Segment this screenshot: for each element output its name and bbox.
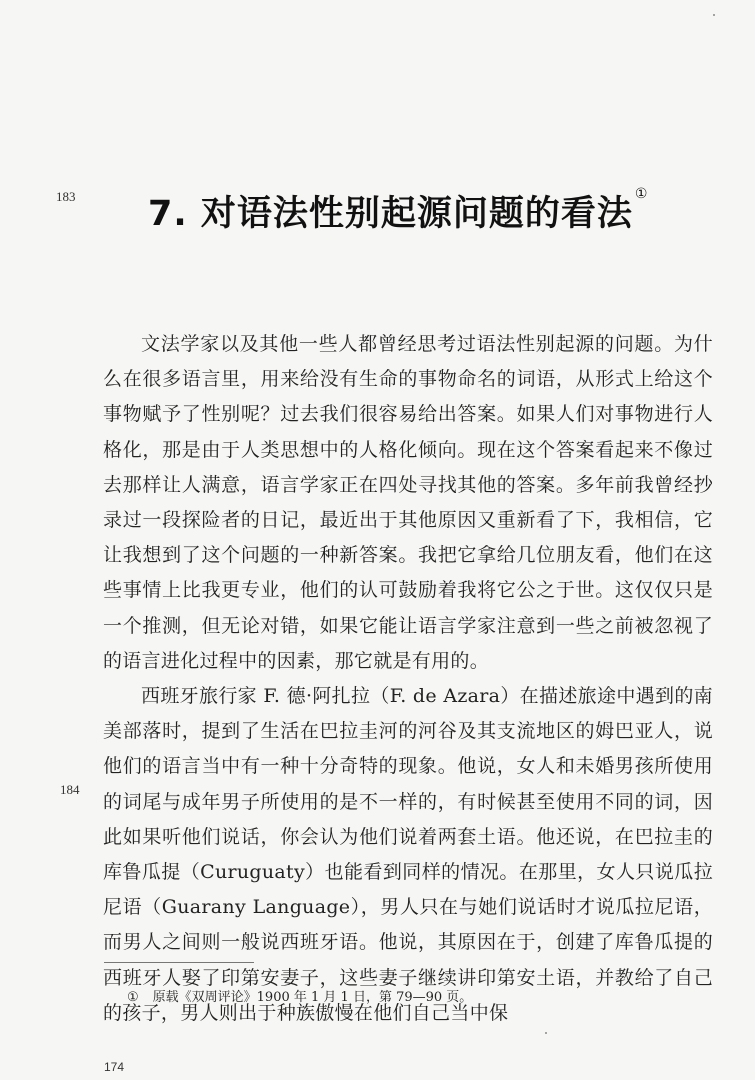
chapter-title-text: 7. 对语法性别起源问题的看法 [148, 194, 633, 234]
margin-number-184: 184 [60, 782, 80, 797]
body-text [103, 327, 713, 1031]
scan-speck [713, 14, 715, 16]
footnote-marker: ① [127, 990, 139, 1005]
footnote [127, 986, 472, 1005]
margin-number-183: 183 [56, 189, 76, 204]
chapter-title [148, 186, 648, 236]
scan-speck [545, 1032, 547, 1034]
footnote-text: 原载《双周评论》1900 年 1 月 1 日，第 79—90 页。 [152, 990, 473, 1005]
page-number: 174 [104, 1060, 125, 1074]
paragraph-2: 西班牙旅行家 F. 德·阿扎拉（F. de Azara）在描述旅途中遇到的南美部落时，提到了生活在巴拉圭河的河谷及其支流地区的姆巴亚人，说他们的语言当中有一种十分奇特的现象。他说，女人和未婚男孩所使用的词尾与成年男子所使用的是不一样的，有时候甚至使用不同的词，因此如果听他们说话，你会认为他们说着两套土语。他还说，在巴拉圭的库鲁瓜提（Curuguaty）也能看到同样的情况。在那里，女人只说瓜拉尼语（Guarany Language），男人只在与她们说话时才说瓜拉尼语，而男人之间则一般说西班牙语。他说，其原因在于，创建了库鲁瓜提的西班牙人娶了印第安妻子，这些妻子继续讲印第安土语，并教给了自己的孩子，男人则出于种族傲慢在他们自己当中保 [103, 685, 713, 1024]
paragraph-1: 文法学家以及其他一些人都曾经思考过语法性别起源的问题。为什么在很多语言里，用来给没有生命的事物命名的词语，从形式上给这个事物赋予了性别呢？过去我们很容易给出答案。如果人们对事物进行人格化，那是由于人类思想中的人格化倾向。现在这个答案看起来不像过去那样让人满意，语言学家正在四处寻找其他的答案。多年前我曾经抄录过一段探险者的日记，最近出于其他原因又重新看了下，我相信，它让我想到了这个问题的一种新答案。我把它拿给几位朋友看，他们在这些事情上比我更专业，他们的认可鼓励着我将它公之于世。这仅仅只是一个推测，但无论对错，如果它能让语言学家注意到一些之前被忽视了的语言进化过程中的因素，那它就是有用的。 [103, 333, 713, 672]
footnote-divider [104, 962, 254, 963]
title-footnote-marker: ① [634, 186, 649, 202]
